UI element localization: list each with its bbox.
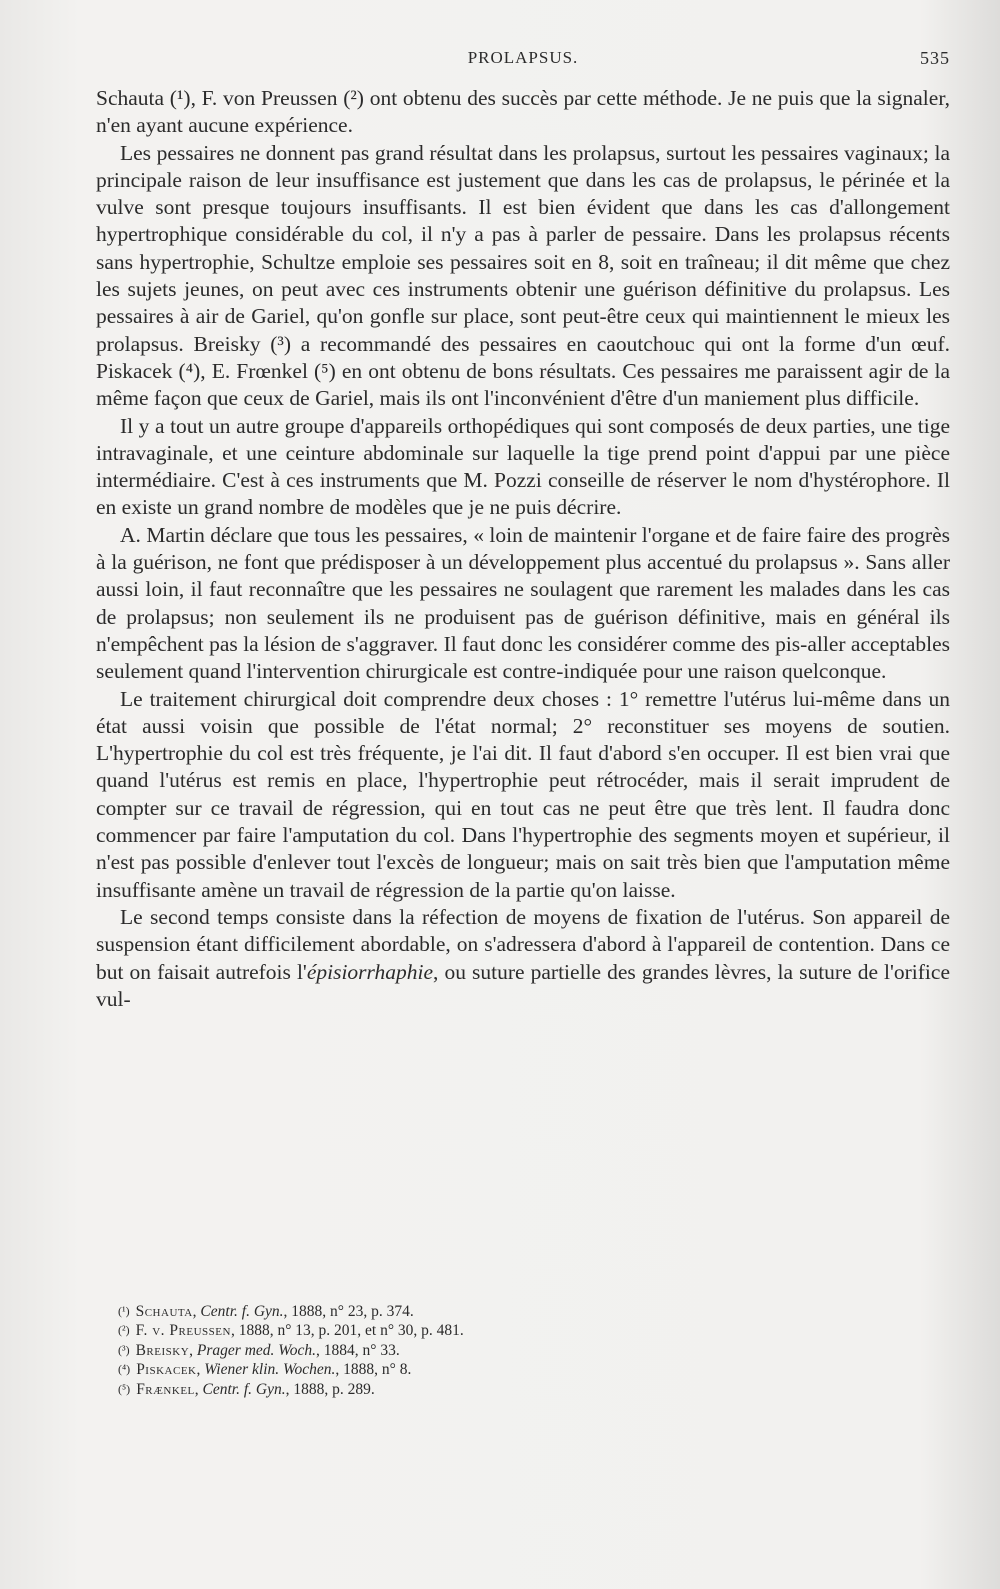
paragraph-2: Les pessaires ne donnent pas grand résultat dans les prolapsus, surtout les pessaires vaginaux; la principale raison de leur insuffisance est justement que dans les cas de prolapsus, le périnée et la vulve sont presque toujours insuffisants. Il est bien évident que dans les cas d'allongement hypertrophique considérable du col, il n'y a pas à parler de pessaire. Dans les prolapsus récents sans hypertrophie, Schultze emploie ses pessaires soit en 8, soit en traîneau; il dit même que chez les sujets jeunes, on peut avec ces instruments obtenir une guérison définitive du prolapsus. Les pessaires à air de Gariel, qu'on gonfle sur place, sont peut-être ceux qui maintiennent le mieux les prolapsus. Breisky (³) a recommandé des pessaires en caoutchouc qui ont la forme d'un œuf. Piskacek (⁴), E. Frœnkel (⁵) en ont obtenu de bons résultats. Ces pessaires me paraissent agir de la même façon que ceux de Gariel, mais ils ont l'inconvénient d'être d'un maniement plus difficile.: [96, 140, 950, 411]
footnote-5: (⁵) Frænkel, Centr. f. Gyn., 1888, p. 289.: [118, 1380, 375, 1398]
paragraph-5: Le traitement chirurgical doit comprendre deux choses : 1° remettre l'utérus lui-même dans un état aussi voisin que possible de l'état normal; 2° reconstituer ses moyens de soutien. L'hypertrophie du col est très fréquente, je l'ai dit. Il faut d'abord s'en occuper. Il est bien vrai que quand l'utérus est remis en place, l'hypertrophie peut rétrocéder, mais il serait imprudent de compter sur ce travail de régression, qui en tout cas ne peut être que très lent. Il faudra donc commencer par faire l'amputation du col. Dans l'hypertrophie des segments moyen et supérieur, il n'est pas possible d'enlever tout l'excès de longueur; mais on sait très bien que l'amputation même insuffisante amène un travail de régression de la partie qu'on laisse.: [96, 686, 950, 902]
paragraph-6-italic-term: épisiorrhaphie: [306, 959, 434, 984]
footnote-author: Breisky: [135, 1341, 190, 1359]
footnote-mark: (²): [118, 1323, 130, 1338]
paragraph-3: Il y a tout un autre groupe d'appareils orthopédiques qui sont composés de deux parties, une tige intravaginale, et une ceinture abdominale sur laquelle la tige prend point d'appui par une pièce intermédiaire. C'est à ces instruments que M. Pozzi conseille de réserver le nom d'hystérophore. Il en existe un grand nombre de modèles que je ne puis décrire.: [96, 413, 950, 520]
footnote-4: (⁴) Piskacek, Wiener klin. Wochen., 1888, n° 8.: [118, 1361, 412, 1379]
paragraph-6-start: Le second temps consiste dans la réfection de moyens de fixation de l'utérus. Son appareil de suspension étant difficilement abordable, on s'adressera d'abord à l'appareil de contention. Dans ce but on faisait autrefois l': [96, 904, 950, 984]
footnotes: [118, 1302, 918, 1399]
paragraph-6: [96, 904, 950, 1013]
footnote-mark: (⁵): [118, 1381, 131, 1396]
footnote-2: [118, 1321, 918, 1340]
footnote-source: Centr. f. Gyn.: [202, 1380, 286, 1398]
paragraph-1: Schauta (¹), F. von Preussen (²) ont obtenu des succès par cette méthode. Je ne puis que la signaler, n'en ayant aucune expérience.: [96, 86, 950, 138]
footnote-mark: (¹): [118, 1304, 130, 1318]
footnote-source: Wiener klin. Wochen.: [204, 1361, 336, 1379]
running-head: [96, 48, 950, 74]
footnote-author: Piskacek: [136, 1361, 197, 1379]
footnote-1: (¹) Schauta, Centr. f. Gyn., 1888, n° 23, p. 374.: [118, 1303, 414, 1320]
footnote-3: (³) Breisky, Prager med. Woch., 1884, n° 33.: [118, 1341, 400, 1359]
footnote-author: Frænkel: [136, 1380, 195, 1398]
footnote-details: , 1888, p. 289.: [285, 1380, 375, 1398]
page-number: 535: [920, 48, 950, 68]
footnote-details: , 1884, n° 33.: [316, 1341, 400, 1359]
footnote-details: , 1888, n° 23, p. 374.: [283, 1303, 414, 1320]
footnote-details: , 1888, n° 8.: [335, 1361, 412, 1379]
paragraph-4: A. Martin déclare que tous les pessaires, « loin de maintenir l'organe et de faire faire des progrès à la guérison, ne font que prédisposer à un développement plus accentué du prolapsus ». Sans aller aussi loin, il faut reconnaître que les pessaires ne soulagent que rarement les malades dans les cas de prolapsus; non seulement ils ne produisent pas de guérison définitive, mais en général ils n'empêchent pas la lésion de s'aggraver. Il faut donc les considérer comme des pis-aller acceptables seulement quand l'intervention chirurgicale est contre-indiquée pour une raison quelconque.: [96, 522, 950, 684]
footnote-source: Centr. f. Gyn.: [200, 1303, 284, 1320]
footnote-source: Prager med. Woch.: [196, 1341, 317, 1359]
paragraph-6-end: , ou suture partielle des grandes lèvres, la suture de l'orifice vul-: [96, 959, 950, 1011]
body-text: [96, 85, 950, 1013]
footnote-details: , 1888, n° 13, p. 201, et n° 30, p. 481.: [230, 1322, 464, 1340]
running-title: PROLAPSUS.: [467, 48, 579, 67]
footnote-mark: (³): [118, 1342, 130, 1357]
footnote-author: F. v. Preussen: [135, 1322, 231, 1340]
footnote-author: Schauta: [135, 1303, 193, 1320]
footnote-mark: (⁴): [118, 1362, 131, 1377]
